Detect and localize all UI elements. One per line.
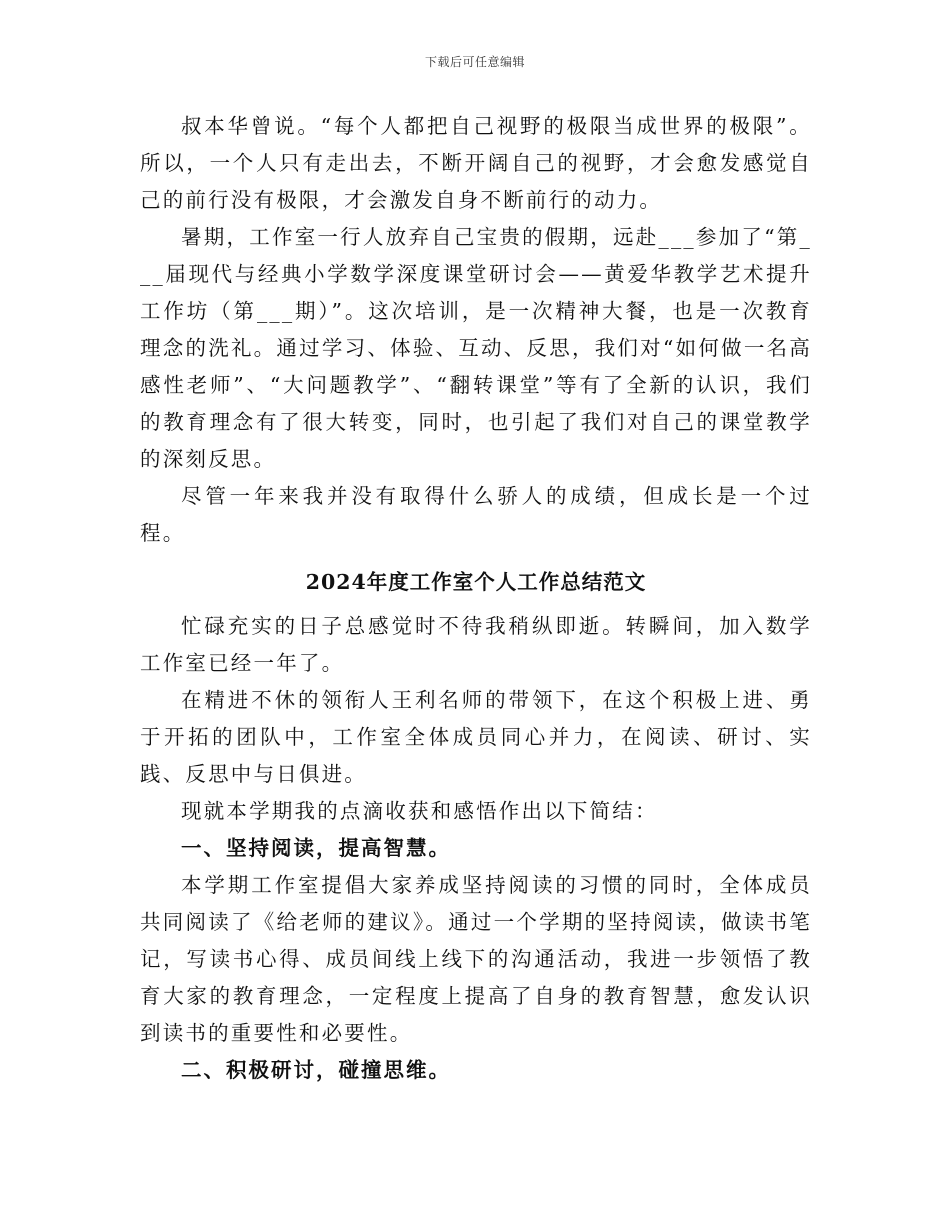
paragraph-busy-days: 忙碌充实的日子总感觉时不待我稍纵即逝。转瞬间，加入数学工作室已经一年了。 bbox=[140, 614, 812, 675]
paragraph-summer-training: 暑期，工作室一行人放弃自己宝贵的假期，远赴___参加了“第___届现代与经典小学数学深度课堂研讨会——黄爱华教学艺术提升工作坊（第___期）”。这次培训，是一次精神大餐，也是一次教育理念的洗礼。通过学习、体验、互动、反思，我们对“如何做一名高感性老师”、“大问题教学”、“翻转课堂”等有了全新的认识，我们的教育理念有了很大转变，同时，也引起了我们对自己的课堂教学的深刻反思。 bbox=[140, 225, 812, 471]
section-heading-discussion: 二、积极研讨，碰撞思维。 bbox=[181, 1058, 451, 1082]
section-heading-reading: 一、坚持阅读，提高智慧。 bbox=[181, 836, 451, 860]
paragraph-team-leader: 在精进不休的领衔人王利名师的带领下，在这个积极上进、勇于开拓的团队中，工作室全体成员同心并力，在阅读、研讨、实践、反思中与日俱进。 bbox=[140, 688, 812, 786]
paragraph-growth-process: 尽管一年来我并没有取得什么骄人的成绩，但成长是一个过程。 bbox=[140, 484, 812, 545]
paragraph-reading: 本学期工作室提倡大家养成坚持阅读的习惯的同时，全体成员共同阅读了《给老师的建议》。通过一个学期的坚持阅读，做读书笔记，写读书心得、成员间线上线下的沟通活动，我进一步领悟了教育大家的教育理念，一定程度上提高了自身的教育智慧，愈发认识到读书的重要性和必要性。 bbox=[140, 873, 812, 1045]
paragraph-schopenhauer-quote: 叔本华曾说。“每个人都把自己视野的极限当成世界的极限”。所以，一个人只有走出去，不断开阔自己的视野，才会愈发感觉自己的前行没有极限，才会激发自身不断前行的动力。 bbox=[140, 114, 812, 212]
document-title: 2024年度工作室个人工作总结范文 bbox=[305, 570, 647, 594]
paragraph-summary-intro: 现就本学期我的点滴收获和感悟作出以下简结： bbox=[181, 799, 658, 823]
document-body bbox=[140, 108, 812, 1089]
page-header: 下载后可任意编辑 bbox=[424, 55, 525, 69]
